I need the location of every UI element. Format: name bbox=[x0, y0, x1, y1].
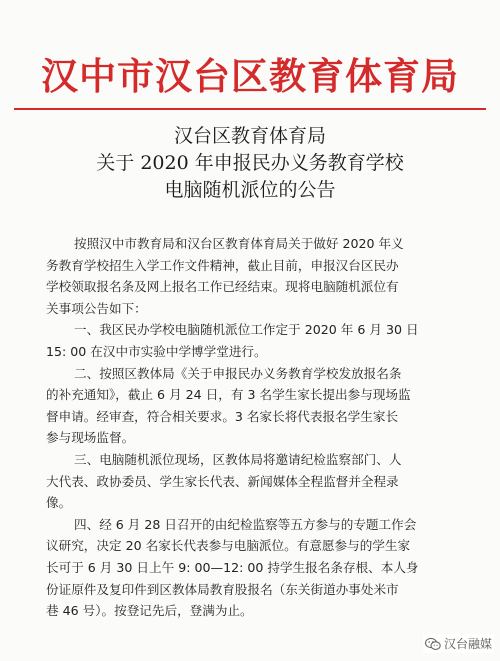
body-line: 务教育学校招生入学工作文件精神，截止目前，申报汉台区民办 bbox=[46, 257, 399, 273]
notice-title bbox=[0, 123, 500, 204]
body-line: 像。 bbox=[46, 495, 72, 511]
body-line: 督申请。经审查，符合相关要求。3 名家长将代表报名学生家长 bbox=[46, 408, 399, 424]
body-line: 一、我区民办学校电脑随机派位工作定于 2020 年 6 月 30 日 bbox=[74, 322, 419, 338]
body-line: 二、按照区教体局《关于申报民办义务教育学校发放报名条 bbox=[74, 365, 402, 381]
watermark-label: 汉台融媒 bbox=[443, 637, 492, 651]
notice-body bbox=[46, 233, 484, 622]
body-line: 四、经 6 月 28 日召开的由纪检监察等五方参与的专题工作会 bbox=[74, 516, 417, 532]
body-line: 巷 46 号）。按登记先后，登满为止。 bbox=[46, 603, 253, 619]
red-divider-line bbox=[14, 108, 486, 110]
body-line: 学校领取报名条及网上报名工作已经结束。现将电脑随机派位有 bbox=[46, 279, 399, 295]
letterhead-title: 汉中市汉台区教育体育局 bbox=[41, 54, 459, 98]
body-line: 大代表、政协委员、学生家长代表、新闻媒体全程监督并全程录 bbox=[46, 473, 399, 489]
body-line: 参与现场监督。 bbox=[46, 430, 135, 446]
title-line-2: 关于 2020 年申报民办义务教育学校 bbox=[96, 152, 404, 174]
body-line: 15: 00 在汉中市实验中学博学堂进行。 bbox=[46, 343, 267, 359]
body-line: 三、电脑随机派位现场，区教体局将邀请纪检监察部门、人 bbox=[74, 451, 402, 467]
body-line: 议研究，决定 20 名家长代表参与电脑派位。有意愿参与的学生家 bbox=[46, 538, 411, 554]
title-line-1: 汉台区教育体育局 bbox=[173, 125, 326, 147]
body-line: 长可于 6 月 30 日上午 9: 00—12: 00 持学生报名条存根、本人身 bbox=[46, 559, 419, 575]
body-line: 关事项公告如下： bbox=[46, 300, 147, 316]
source-watermark bbox=[423, 634, 494, 653]
body-line: 按照汉中市教育局和汉台区教育体育局关于做好 2020 年义 bbox=[74, 236, 404, 251]
body-line: 的补充通知》，截止 6 月 24 日，有 3 名学生家长提出参与现场监 bbox=[46, 387, 411, 403]
title-line-3: 电脑随机派位的公告 bbox=[164, 179, 336, 201]
body-line: 份证原件及复印件到区教体局教育股报名（东关街道办事处米市 bbox=[46, 581, 399, 597]
wechat-icon bbox=[425, 637, 441, 651]
